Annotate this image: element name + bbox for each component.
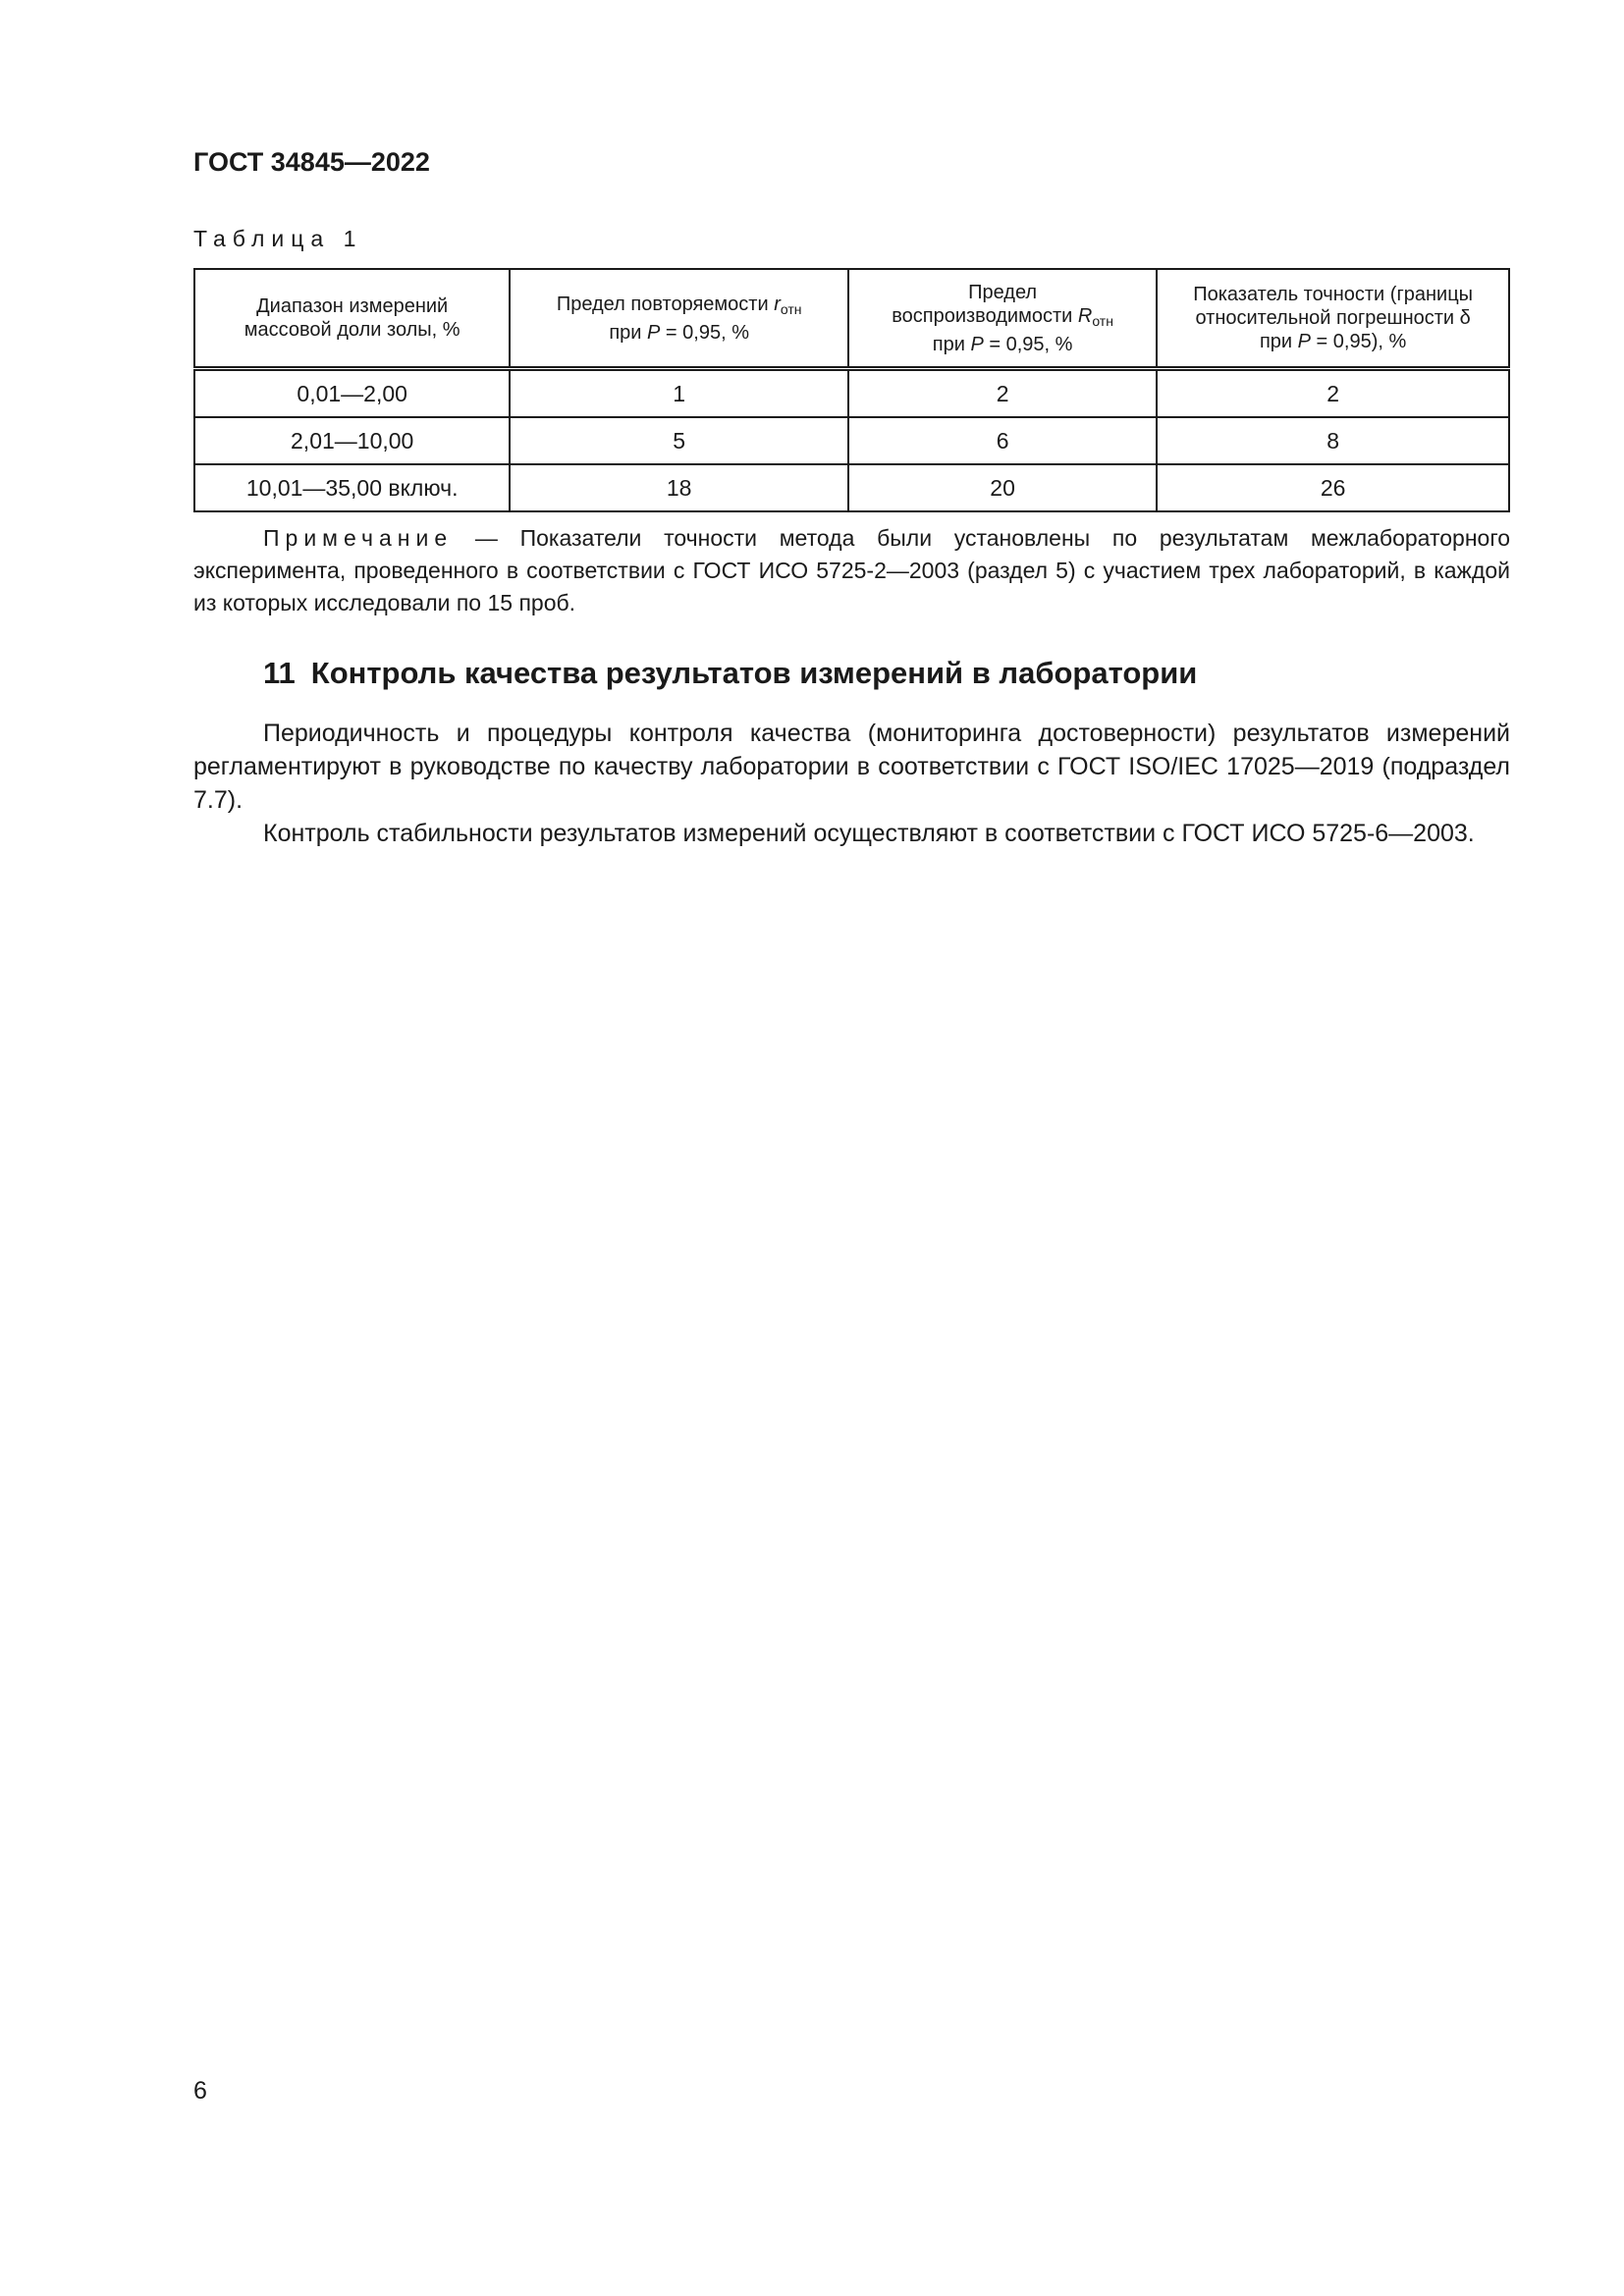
table-row: [194, 417, 1509, 464]
note-text: — Показатели точности метода были установлены по результатам межлабораторного эксперимента, проведенного в соответствии с ГОСТ ИСО 5725-2—2003 (раздел 5) с участием трех лабораторий, в каждой из которых исследовали по 15 проб.: [193, 525, 1510, 615]
header-repeatability-limit: Предел повторяемости $r_{отн}$ при P = 0,95, %: [510, 269, 848, 369]
precision-table: [193, 268, 1510, 512]
table-cell: 0,01—2,00: [194, 369, 510, 418]
paragraph: Периодичность и процедуры контроля качества (мониторинга достоверности) результатов измерений регламентируют в руководстве по качеству лаборатории в соответствии с ГОСТ ISO/IEC 17025—2019 (подраздел 7.7).: [193, 720, 1510, 814]
document-header: ГОСТ 34845—2022: [193, 147, 430, 177]
header-measurement-range: Диапазон измерений массовой доли золы, %: [194, 269, 510, 369]
table-cell: 20: [848, 464, 1157, 511]
section-number: 11: [263, 656, 296, 690]
table-cell: 5: [510, 417, 848, 464]
table-cell: 18: [510, 464, 848, 511]
table-cell: 2: [1157, 369, 1509, 418]
table-header-row: [194, 269, 1509, 369]
paragraph: Контроль стабильности результатов измерений осуществляют в соответствии с ГОСТ ИСО 5725-6—2003.: [263, 820, 1475, 847]
table-caption: Таблица 1: [193, 226, 363, 251]
table-cell: 6: [848, 417, 1157, 464]
table-cell: 2,01—10,00: [194, 417, 510, 464]
section-title-text: Контроль качества результатов измерений в лаборатории: [310, 656, 1198, 690]
table-row: [194, 464, 1509, 511]
note-label: Примечание: [263, 525, 454, 551]
table-cell: 26: [1157, 464, 1509, 511]
table-note: [193, 522, 1510, 619]
table-row: [194, 369, 1509, 418]
header-reproducibility-limit: Предел воспроизводимости $R_{отн}$ при P = 0,95, %: [848, 269, 1157, 369]
table-cell: 8: [1157, 417, 1509, 464]
section-heading: [263, 656, 1197, 691]
table-cell: 10,01—35,00 включ.: [194, 464, 510, 511]
header-accuracy-indicator: Показатель точности (границы относительной погрешности δ при P = 0,95), %: [1157, 269, 1509, 369]
table-cell: 1: [510, 369, 848, 418]
page-number: 6: [193, 2077, 207, 2105]
table-cell: 2: [848, 369, 1157, 418]
